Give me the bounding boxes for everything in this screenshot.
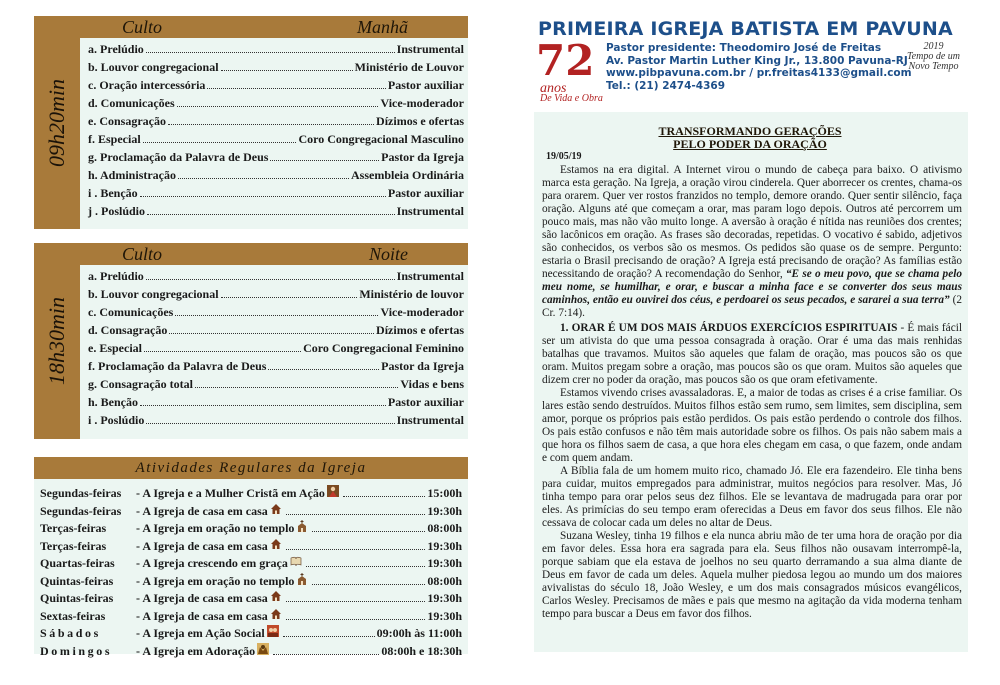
tel-line: Tel.: (21) 2474-4369 — [606, 79, 726, 92]
manha-header-left: Culto — [122, 16, 163, 37]
activity-day: Sextas-feiras — [40, 608, 106, 623]
activity-description: - A Igreja em Adoração — [136, 643, 256, 658]
activity-day: Terças-feiras — [40, 521, 107, 535]
program-item-value: Vice-moderador — [380, 305, 464, 319]
noite-program-list — [88, 269, 464, 431]
paragraph-4: Suzana Wesley, tinha 19 filhos e ela nunca abriu mão de ter uma hora de oração por dia em favor deles. Essa hora era sagrada para ela. Seus filhos não ousavam interrompê-la, porque sabiam que ela estava de joelhos no seu quarto derramando a sua alma diante de Deus em favor de cada um deles. Aquela mulher piedosa legou ao mundo um dos maiores avivalistas do século 18, João Wesley, e um dos mais consagrados músicos evangélicos, Carlos Wesley. Precisamos de mães e pais que mesmo na agitação da vida moderna tenham tempo para buscar a Deus em favor dos filhos. — [542, 530, 962, 620]
activity-time: 19:30h — [427, 538, 462, 553]
program-item — [88, 305, 464, 323]
program-item — [88, 78, 464, 96]
woman-icon — [327, 485, 339, 497]
program-item-value: Instrumental — [396, 413, 464, 427]
leader-dots — [175, 315, 378, 316]
program-item-label: f. Proclamação da Palavra de Deus — [88, 359, 267, 373]
social-icon — [267, 625, 279, 637]
program-item — [88, 42, 464, 60]
program-item-value: Dízimos e ofertas — [376, 323, 464, 337]
atividades-section — [34, 457, 468, 658]
manha-time-sidebar — [34, 16, 80, 229]
leader-dots — [146, 279, 395, 280]
web-line: www.pibpavuna.com.br / pr.freitas4133@gmail.com — [606, 67, 912, 79]
house-icon — [270, 590, 282, 602]
program-item-label: b. Louvor congregacional — [88, 287, 219, 301]
year-motto — [907, 42, 960, 72]
leader-dots — [286, 601, 426, 602]
activity-row — [40, 485, 462, 503]
leader-dots — [286, 619, 426, 620]
worship-icon — [257, 643, 269, 655]
program-item-label: c. Comunicações — [88, 305, 174, 319]
motto-line-1: Tempo de um — [907, 51, 960, 62]
paragraph-1 — [542, 164, 962, 320]
article-title-line-2: PELO PODER DA ORAÇÃO — [673, 137, 827, 151]
leader-dots — [221, 297, 358, 298]
activity-day: Segundas-feiras — [40, 503, 122, 518]
leader-dots — [144, 351, 301, 352]
atividades-list — [34, 479, 468, 660]
leader-dots — [195, 387, 398, 388]
activity-time: 19:30h — [427, 503, 462, 518]
leader-dots — [146, 52, 395, 53]
section-heading-1: 1. ORAR É UM DOS MAIS ÁRDUOS EXERCÍCIOS ESPIRITUAIS — [560, 322, 898, 334]
manha-header-bar — [80, 16, 468, 38]
section-heading-1-text: - É mais fácil ser um ativista do que uma pessoa consagrada à oração. Orar é uma das mais renhidas batalhas que travamos. Muitos são aqueles que falam de oração, mas poucos são os que oram. Muitos pregam sobre a oração, mas poucos são os que oram. Muitos são aqueles que dizem crer no poder da oração, mas poucos são os que oram efetivamente. — [542, 322, 962, 386]
church-contact-info — [606, 42, 912, 92]
program-item-value: Pastor da Igreja — [381, 150, 464, 164]
leader-dots — [177, 106, 379, 107]
activity-row — [40, 503, 462, 521]
leader-dots — [312, 531, 425, 532]
noite-time: 18h30min — [44, 297, 69, 385]
program-item-value: Instrumental — [396, 42, 464, 56]
activity-time: 19:30h — [427, 591, 462, 605]
activity-day: Quintas-feiras — [40, 591, 114, 605]
leader-dots — [270, 160, 379, 161]
program-item — [88, 377, 464, 395]
church-icon — [296, 573, 308, 585]
pastor-line: Pastor presidente: Theodomiro José de Freitas — [606, 42, 882, 54]
house-icon — [270, 608, 282, 620]
program-item — [88, 323, 464, 341]
leader-dots — [146, 423, 394, 424]
church-header — [534, 16, 968, 112]
activity-time: 19:30h — [427, 556, 462, 570]
program-item — [88, 269, 464, 287]
church-name: PRIMEIRA IGREJA BATISTA EM PAVUNA — [538, 18, 953, 40]
activity-day: Domingos — [40, 643, 113, 658]
program-item — [88, 186, 464, 204]
culto-noite-section — [34, 243, 468, 439]
program-item-label: d. Consagração — [88, 323, 168, 337]
leader-dots — [273, 654, 379, 655]
program-item-value: Instrumental — [396, 204, 464, 218]
activity-description: - A Igreja e a Mulher Cristã em Ação — [136, 486, 325, 500]
program-item — [88, 413, 464, 431]
motto-line-2: Novo Tempo — [908, 61, 959, 72]
article-title — [630, 125, 870, 151]
year: 2019 — [923, 41, 944, 52]
program-item — [88, 168, 464, 186]
leader-dots — [306, 566, 425, 567]
activity-time: 15:00h — [427, 486, 462, 500]
program-item-value: Assembleia Ordinária — [351, 168, 464, 182]
activity-description: - A Igreja crescendo em graça — [136, 556, 288, 570]
leader-dots — [147, 214, 395, 215]
leader-dots — [286, 514, 426, 515]
activity-description: - A Igreja em oração no templo — [136, 521, 295, 535]
program-item-label: j . Poslúdio — [88, 204, 146, 218]
activity-day: Quintas-feiras — [40, 573, 114, 588]
program-item — [88, 114, 464, 132]
activity-description: - A Igreja de casa em casa — [136, 591, 268, 605]
activity-time: 08:00h — [427, 573, 462, 588]
anniversary-subtitle: De Vida e Obra — [540, 93, 603, 104]
program-item — [88, 287, 464, 305]
paragraph-1-text: Estamos na era digital. A Internet virou o mundo de cabeça para baixo. O ativismo marca esta geração. Na Igreja, a oração virou cinderela. Quer aborrecer os crentes, chama-os para orarem. Quer ver rostos franzidos no templo, demore orando. Quer sentir silêncio, faça oração. Alguns até que começam a orar, mas param logo depois. Outros até percorrem um pouco mais, mas não vão muito longe. A aversão à oração é nítida nas reuniões dos crentes; são lacônicos em oração. As frases são decoradas, repetidas. O vocativo é sabido, adjetivos são conhecidos, os verbos são os mesmos. Os pedidos são quase os de sempre. Pergunto: estaria o Brasil precisando de oração? A Igreja está precisando de oração? As famílias estão necessitando de oração? A recomendação do Senhor, — [542, 164, 962, 280]
program-item — [88, 204, 464, 222]
activity-row — [40, 643, 462, 661]
activity-description: - A Igreja de casa em casa — [136, 503, 268, 518]
program-item-value: Ministério de Louvor — [354, 60, 464, 74]
address-line: Av. Pastor Martin Luther King Jr., 13.800 Pavuna-RJ — [606, 54, 908, 67]
program-item-label: g. Consagração total — [88, 377, 193, 391]
activity-time: 19:30h — [427, 608, 462, 623]
program-item-label: b. Louvor congregacional — [88, 60, 219, 74]
article-body — [542, 164, 962, 621]
leader-dots — [140, 196, 386, 197]
leader-dots — [207, 88, 385, 89]
leader-dots — [169, 333, 374, 334]
leader-dots — [178, 178, 349, 179]
leader-dots — [343, 496, 425, 497]
leader-dots — [312, 584, 425, 585]
activity-description: - A Igreja de casa em casa — [136, 608, 268, 623]
newsletter-panel — [534, 16, 968, 652]
church-icon — [296, 520, 308, 532]
leader-dots — [143, 142, 297, 143]
program-item — [88, 132, 464, 150]
program-item-label: a. Prelúdio — [88, 42, 144, 56]
activity-time: 08:00h e 18:30h — [381, 643, 462, 658]
leader-dots — [268, 369, 379, 370]
noite-header-left: Culto — [122, 243, 163, 264]
program-item-label: a. Prelúdio — [88, 269, 144, 283]
program-item — [88, 60, 464, 78]
program-item-label: e. Consagração — [88, 114, 166, 128]
program-item-label: d. Comunicações — [88, 96, 175, 110]
activity-description: - A Igreja de casa em casa — [136, 538, 268, 553]
program-item-label: g. Proclamação da Palavra de Deus — [88, 150, 269, 164]
program-item — [88, 150, 464, 168]
program-item — [88, 341, 464, 359]
activity-description: - A Igreja em oração no templo — [136, 573, 295, 588]
paragraph-2: Estamos vivendo crises avassaladoras. E, a maior de todas as crises é a crise familiar. Os lares estão sendo destruídos. Muitos filhos estão sem rumo, sem limites, sem disciplina, sem amor, porque os próprios pais estão perdidos. Os pais estão perdendo o controle dos filhos. Os pais estão confusos e não têm mais autoridade sobre os filhos. Os pais não sabem mais a que hora os filhos saem de casa, a que hora eles chegam em casa, o que fazem, onde andam e com quem andam. — [542, 387, 962, 464]
leader-dots — [168, 124, 374, 125]
program-item-value: Dízimos e ofertas — [376, 114, 464, 128]
program-item-value: Pastor auxiliar — [387, 78, 464, 92]
paragraph-3: A Bíblia fala de um homem muito rico, chamado Jó. Ele era fazendeiro. Ele tinha bens para cuidar, muitos empregados para administrar, muitos negócios para resolver. Mas, Jó tinha tempo para orar pelos seus dez filhos. Ele se levantava de madrugada para orar por eles. As primícias do seu tempo eram oferecidas a Deus em favor dos seus filhos. Ele não cessava de colocar cada um deles no altar de Deus. — [542, 465, 962, 529]
bible-quote: “E se o meu povo, que se chama pelo meu nome, se humilhar, e orar, e buscar a minha face e se converter dos seus maus caminhos, então eu ouvirei dos céus, e perdoarei os seus pecados, e sararei a sua terra” — [542, 268, 963, 306]
program-item-value: Ministério de louvor — [359, 287, 464, 301]
bible-icon — [290, 555, 302, 567]
manha-time: 09h20min — [44, 78, 69, 167]
article-date: 19/05/19 — [546, 151, 582, 162]
program-item-value: Instrumental — [396, 269, 464, 283]
program-item-value: Vice-moderador — [380, 96, 464, 110]
paragraph-heading-1 — [542, 322, 962, 387]
anniversary-word: anos — [540, 81, 567, 96]
program-item-label: i . Poslúdio — [88, 413, 145, 427]
noite-header-right: Noite — [369, 243, 408, 264]
activity-time: 09:00h às 11:00h — [376, 626, 462, 640]
program-item-label: h. Benção — [88, 395, 139, 409]
program-item — [88, 395, 464, 413]
program-item-value: Pastor da Igreja — [381, 359, 464, 373]
activity-row — [40, 520, 462, 538]
activity-description: - A Igreja em Ação Social — [136, 626, 265, 640]
activity-day: Segundas-feiras — [40, 486, 122, 500]
program-item-label: e. Especial — [88, 341, 142, 355]
program-item-value: Coro Congregacional Masculino — [298, 132, 464, 146]
bible-reference: (2 Cr. 7:14). — [542, 294, 962, 319]
house-icon — [270, 538, 282, 550]
activity-day: Quartas-feiras — [40, 556, 115, 570]
program-item — [88, 359, 464, 377]
activity-row — [40, 590, 462, 608]
leader-dots — [221, 70, 353, 71]
activity-row — [40, 608, 462, 626]
program-item-value: Coro Congregacional Feminino — [303, 341, 464, 355]
leader-dots — [140, 405, 386, 406]
house-icon — [270, 503, 282, 515]
activity-row — [40, 555, 462, 573]
activity-day: Terças-feiras — [40, 538, 107, 553]
program-item-label: h. Administração — [88, 168, 177, 182]
program-item — [88, 96, 464, 114]
program-item-label: c. Oração intercessória — [88, 78, 206, 92]
article-title-line-1: TRANSFORMANDO GERAÇÕES — [658, 124, 842, 138]
leader-dots — [283, 636, 375, 637]
activity-day: Sábados — [40, 626, 101, 640]
program-item-label: i . Benção — [88, 186, 138, 200]
program-item-value: Pastor auxiliar — [387, 395, 464, 409]
anniversary-number: 72 — [536, 36, 595, 85]
noite-time-sidebar — [34, 243, 80, 439]
atividades-title: Atividades Regulares da Igreja — [34, 457, 468, 479]
manha-program-list — [88, 42, 464, 222]
activity-time: 08:00h — [427, 521, 462, 535]
noite-header-bar — [80, 243, 468, 265]
manha-header-right: Manhã — [357, 16, 408, 37]
activity-row — [40, 573, 462, 591]
culto-manha-section — [34, 16, 468, 229]
leader-dots — [286, 549, 426, 550]
program-item-label: f. Especial — [88, 132, 141, 146]
program-item-value: Vidas e bens — [400, 377, 464, 391]
activity-row — [40, 625, 462, 643]
program-item-value: Pastor auxiliar — [387, 186, 464, 200]
activity-row — [40, 538, 462, 556]
